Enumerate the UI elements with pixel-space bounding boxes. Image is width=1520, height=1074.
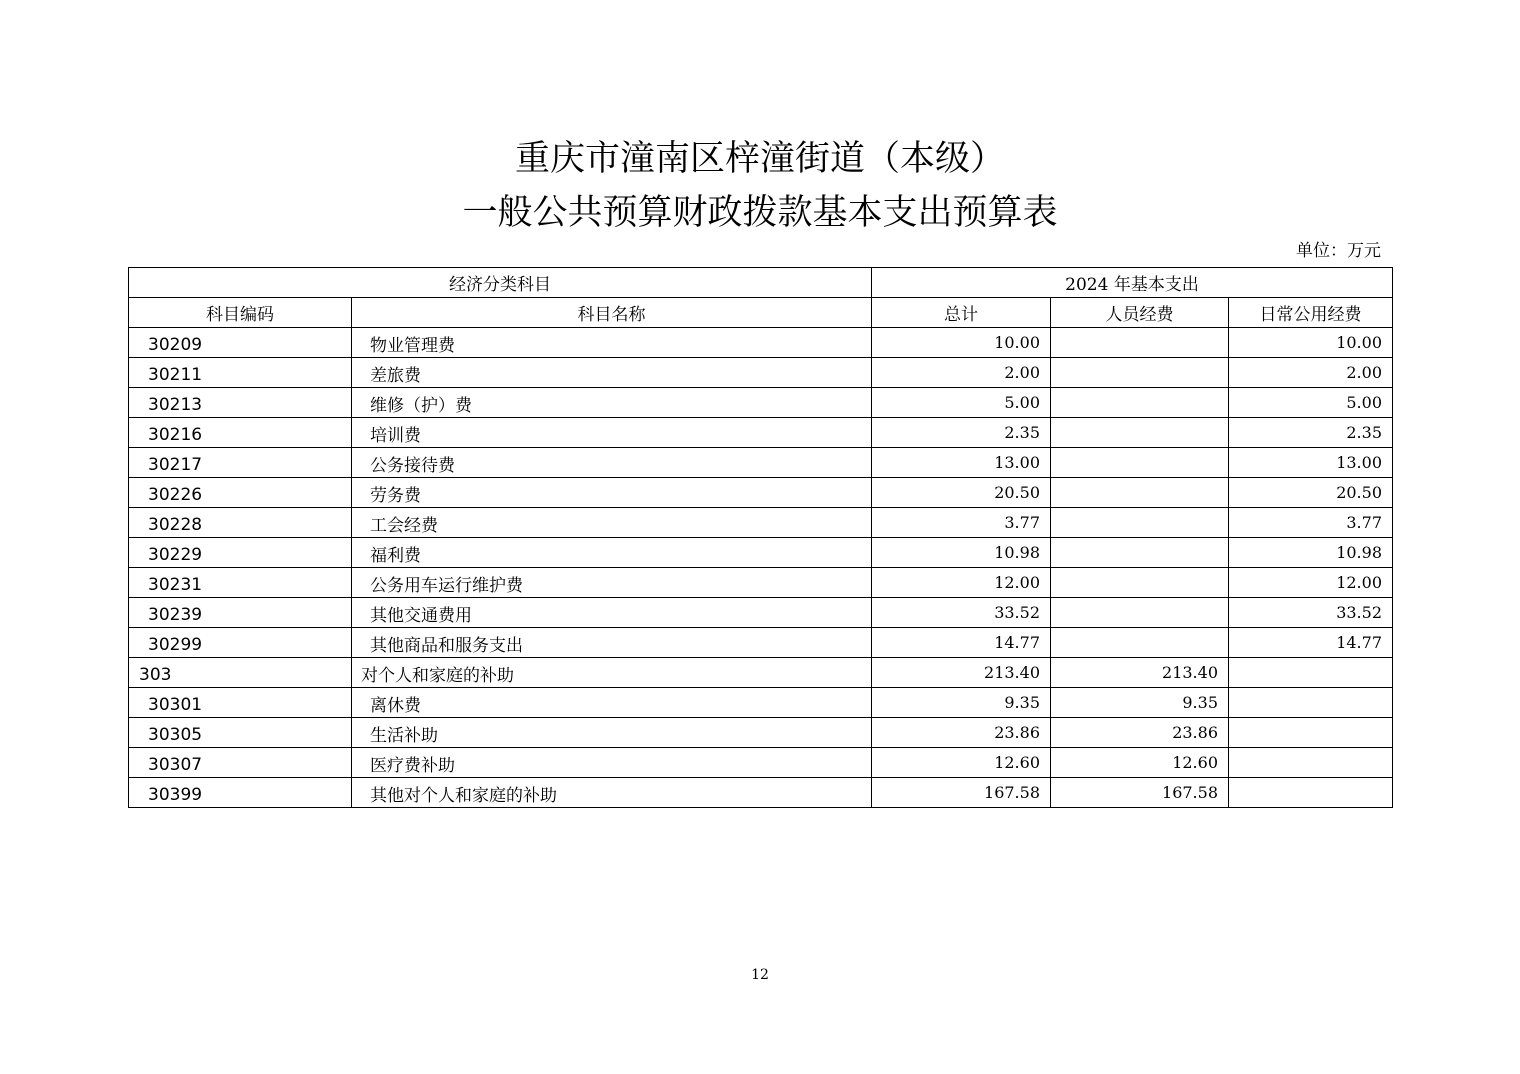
- column-header-total: 总计: [872, 298, 1051, 328]
- row-code-cell: 30399: [129, 778, 352, 808]
- group-header-row: [129, 268, 1393, 298]
- table-row: [129, 328, 1393, 358]
- row-total-cell: 167.58: [872, 778, 1051, 808]
- row-personnel-cell: [1051, 388, 1229, 418]
- row-public-cell: [1229, 748, 1393, 778]
- row-code-cell: 30213: [129, 388, 352, 418]
- table-row: [129, 358, 1393, 388]
- row-code-cell: 30211: [129, 358, 352, 388]
- row-code-cell: 30209: [129, 328, 352, 358]
- row-total-cell: 12.00: [872, 568, 1051, 598]
- row-code-cell: 30305: [129, 718, 352, 748]
- row-name-cell: 生活补助: [352, 718, 872, 748]
- table-row: [129, 718, 1393, 748]
- row-total-cell: 33.52: [872, 598, 1051, 628]
- row-public-cell: [1229, 658, 1393, 688]
- row-code-cell: 30226: [129, 478, 352, 508]
- row-public-cell: 2.00: [1229, 358, 1393, 388]
- row-code-cell: 30307: [129, 748, 352, 778]
- row-total-cell: 213.40: [872, 658, 1051, 688]
- row-code-cell: 30301: [129, 688, 352, 718]
- row-personnel-cell: 23.86: [1051, 718, 1229, 748]
- row-code-cell: 30239: [129, 598, 352, 628]
- row-name-cell: 公务用车运行维护费: [352, 568, 872, 598]
- budget-table: [128, 267, 1393, 808]
- row-name-cell: 维修（护）费: [352, 388, 872, 418]
- column-header-code: 科目编码: [129, 298, 352, 328]
- row-total-cell: 5.00: [872, 388, 1051, 418]
- row-name-cell: 物业管理费: [352, 328, 872, 358]
- row-total-cell: 9.35: [872, 688, 1051, 718]
- row-total-cell: 10.00: [872, 328, 1051, 358]
- row-code-cell: 303: [129, 658, 352, 688]
- row-name-cell: 工会经费: [352, 508, 872, 538]
- row-total-cell: 13.00: [872, 448, 1051, 478]
- row-total-cell: 20.50: [872, 478, 1051, 508]
- table-row: [129, 598, 1393, 628]
- row-total-cell: 3.77: [872, 508, 1051, 538]
- table-row: [129, 418, 1393, 448]
- row-total-cell: 10.98: [872, 538, 1051, 568]
- table-body: [129, 328, 1393, 808]
- row-code-cell: 30299: [129, 628, 352, 658]
- table-row: [129, 658, 1393, 688]
- row-total-cell: 23.86: [872, 718, 1051, 748]
- row-code-cell: 30217: [129, 448, 352, 478]
- row-name-cell: 对个人和家庭的补助: [352, 658, 872, 688]
- row-name-cell: 其他交通费用: [352, 598, 872, 628]
- row-public-cell: 14.77: [1229, 628, 1393, 658]
- row-personnel-cell: [1051, 568, 1229, 598]
- row-name-cell: 离休费: [352, 688, 872, 718]
- table-row: [129, 568, 1393, 598]
- row-total-cell: 12.60: [872, 748, 1051, 778]
- row-personnel-cell: [1051, 508, 1229, 538]
- row-name-cell: 其他商品和服务支出: [352, 628, 872, 658]
- row-personnel-cell: 213.40: [1051, 658, 1229, 688]
- row-code-cell: 30231: [129, 568, 352, 598]
- column-header-personnel: 人员经费: [1051, 298, 1229, 328]
- row-code-cell: 30229: [129, 538, 352, 568]
- table-row: [129, 748, 1393, 778]
- row-total-cell: 2.00: [872, 358, 1051, 388]
- row-public-cell: 10.00: [1229, 328, 1393, 358]
- table-row: [129, 688, 1393, 718]
- row-personnel-cell: [1051, 358, 1229, 388]
- unit-label: 单位：万元: [1296, 241, 1381, 261]
- row-personnel-cell: [1051, 538, 1229, 568]
- row-name-cell: 医疗费补助: [352, 748, 872, 778]
- row-public-cell: 2.35: [1229, 418, 1393, 448]
- table-row: [129, 448, 1393, 478]
- row-public-cell: 5.00: [1229, 388, 1393, 418]
- row-personnel-cell: 12.60: [1051, 748, 1229, 778]
- page-title-line-1: 重庆市潼南区梓潼街道（本级）: [514, 139, 1005, 179]
- row-name-cell: 差旅费: [352, 358, 872, 388]
- table-row: [129, 628, 1393, 658]
- row-total-cell: 2.35: [872, 418, 1051, 448]
- row-name-cell: 公务接待费: [352, 448, 872, 478]
- row-personnel-cell: [1051, 478, 1229, 508]
- row-name-cell: 培训费: [352, 418, 872, 448]
- table-row: [129, 478, 1393, 508]
- row-name-cell: 劳务费: [352, 478, 872, 508]
- row-public-cell: 3.77: [1229, 508, 1393, 538]
- row-public-cell: 13.00: [1229, 448, 1393, 478]
- page-number: 12: [751, 967, 769, 983]
- row-personnel-cell: 167.58: [1051, 778, 1229, 808]
- group-header-economic-classification: 经济分类科目: [129, 268, 872, 298]
- row-personnel-cell: [1051, 598, 1229, 628]
- row-public-cell: [1229, 778, 1393, 808]
- row-public-cell: [1229, 718, 1393, 748]
- row-public-cell: 10.98: [1229, 538, 1393, 568]
- page-title-line-2: 一般公共预算财政拨款基本支出预算表: [462, 193, 1058, 233]
- table-row: [129, 778, 1393, 808]
- column-header-public: 日常公用经费: [1229, 298, 1393, 328]
- column-header-row: [129, 298, 1393, 328]
- row-personnel-cell: 9.35: [1051, 688, 1229, 718]
- row-name-cell: 其他对个人和家庭的补助: [352, 778, 872, 808]
- row-public-cell: 20.50: [1229, 478, 1393, 508]
- row-code-cell: 30228: [129, 508, 352, 538]
- row-personnel-cell: [1051, 418, 1229, 448]
- row-public-cell: 12.00: [1229, 568, 1393, 598]
- row-total-cell: 14.77: [872, 628, 1051, 658]
- column-header-name: 科目名称: [352, 298, 872, 328]
- row-public-cell: 33.52: [1229, 598, 1393, 628]
- row-name-cell: 福利费: [352, 538, 872, 568]
- group-header-basic-expenditure: 2024 年基本支出: [872, 268, 1393, 298]
- table-row: [129, 538, 1393, 568]
- table-row: [129, 508, 1393, 538]
- row-personnel-cell: [1051, 448, 1229, 478]
- table-row: [129, 388, 1393, 418]
- row-personnel-cell: [1051, 328, 1229, 358]
- row-public-cell: [1229, 688, 1393, 718]
- row-code-cell: 30216: [129, 418, 352, 448]
- row-personnel-cell: [1051, 628, 1229, 658]
